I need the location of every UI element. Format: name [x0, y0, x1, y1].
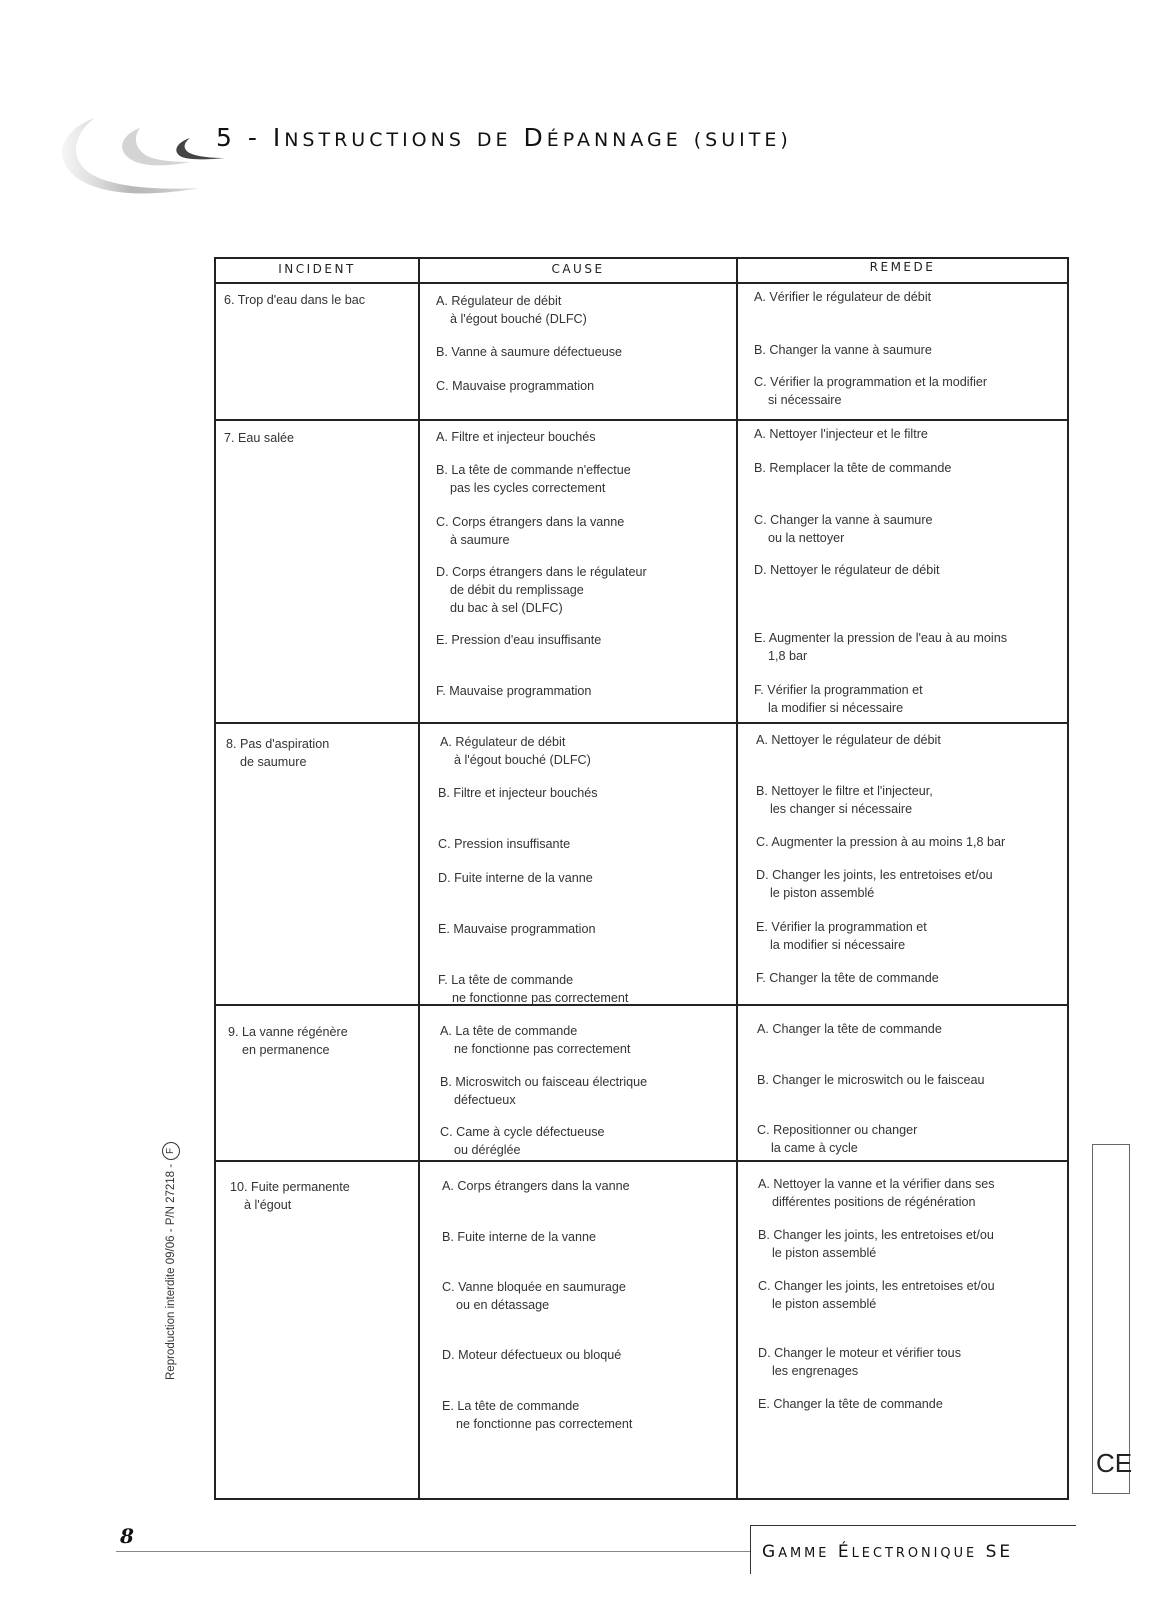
remedy-item: A. Vérifier le régulateur de débit	[754, 290, 932, 304]
cause-item: C. Vanne bloquée en saumurage ou en détassage	[442, 1280, 626, 1312]
remedy-item: A. Nettoyer le régulateur de débit	[756, 733, 941, 747]
cause-item: E. Pression d'eau insuffisante	[436, 633, 602, 647]
cause-item: D. Moteur défectueux ou bloqué	[442, 1348, 622, 1362]
cause-item: B. Filtre et injecteur bouchés	[438, 786, 598, 800]
remedy-item: A. Nettoyer la vanne et la vérifier dans ses différentes positions de régénération	[758, 1177, 995, 1209]
brand-word-3: SE	[985, 1542, 1014, 1562]
troubleshooting-table	[214, 257, 1069, 1500]
column-divider-1	[418, 257, 420, 1500]
title-word-3: DÉPANNAGE	[523, 123, 682, 152]
remedy-item: E. Vérifier la programmation et la modifier si nécessaire	[756, 920, 927, 952]
table-border-bottom	[214, 1498, 1069, 1500]
row-divider	[214, 722, 1069, 724]
cause-item: F. La tête de commande ne fonctionne pas correctement	[438, 973, 629, 1005]
table-border-top	[214, 257, 1069, 259]
incident-label: 7. Eau salée	[224, 431, 295, 445]
cause-item: E. La tête de commande ne fonctionne pas correctement	[442, 1399, 633, 1431]
language-badge: F	[162, 1142, 180, 1160]
brand-swoosh-logo	[40, 100, 230, 210]
remedy-item: F. Changer la tête de commande	[756, 971, 939, 985]
cause-item: C. Pression insuffisante	[438, 837, 571, 851]
cause-item: E. Mauvaise programmation	[438, 922, 596, 936]
header-divider	[214, 282, 1069, 284]
cause-item: F. Mauvaise programmation	[436, 684, 592, 698]
remedy-item: E. Changer la tête de commande	[758, 1397, 943, 1411]
brand-word-2: ÉLECTRONIQUE	[837, 1542, 978, 1562]
remedy-item: D. Changer les joints, les entretoises et/ou le piston assemblé	[756, 868, 993, 900]
remedy-item: A. Nettoyer l'injecteur et le filtre	[754, 427, 928, 441]
remedy-item: E. Augmenter la pression de l'eau à au moins 1,8 bar	[754, 631, 1008, 663]
title-word-1: INSTRUCTIONS	[272, 123, 465, 152]
reproduction-tag-box	[1092, 1144, 1133, 1494]
remedy-item: A. Changer la tête de commande	[757, 1022, 942, 1036]
cause-item: A. Corps étrangers dans la vanne	[442, 1179, 630, 1193]
cause-item: A. Régulateur de débit à l'égout bouché (DLFC)	[436, 294, 587, 326]
cause-item: A. Régulateur de débit à l'égout bouché (DLFC)	[440, 735, 591, 767]
title-word-4: (SUITE)	[693, 129, 792, 151]
column-header-remedy: REMEDE	[869, 260, 936, 274]
brand-word-1: GAMME	[762, 1542, 830, 1562]
remedy-item: C. Augmenter la pression à au moins 1,8 bar	[756, 835, 1006, 849]
remedy-item: D. Changer le moteur et vérifier tous les engrenages	[758, 1346, 961, 1378]
remedy-item: B. Remplacer la tête de commande	[754, 461, 952, 475]
remedy-item: F. Vérifier la programmation et la modifier si nécessaire	[754, 683, 923, 715]
cause-item: B. Vanne à saumure défectueuse	[436, 345, 622, 359]
row-divider	[214, 1004, 1069, 1006]
footer-rule	[116, 1551, 750, 1552]
incident-label: 8. Pas d'aspiration de saumure	[226, 737, 330, 769]
title-word-2: DE	[476, 129, 512, 151]
footer-brand	[762, 1542, 1013, 1562]
cause-item: B. Microswitch ou faisceau électrique défectueux	[440, 1075, 648, 1107]
remedy-item: B. Changer le microswitch ou le faisceau	[757, 1073, 985, 1087]
cause-item: D. Fuite interne de la vanne	[438, 871, 593, 885]
cause-item: C. Corps étrangers dans la vanne à saumure	[436, 515, 625, 547]
remedy-item: C. Changer la vanne à saumure ou la nettoyer	[754, 513, 933, 545]
remedy-item: C. Repositionner ou changer la came à cycle	[757, 1123, 918, 1155]
remedy-item: B. Nettoyer le filtre et l'injecteur, les changer si nécessaire	[756, 784, 933, 816]
cause-item: C. Came à cycle défectueuse ou déréglée	[440, 1125, 605, 1157]
column-divider-2	[736, 257, 738, 1500]
cause-item: B. La tête de commande n'effectue pas les cycles correctement	[436, 463, 631, 495]
cause-item: D. Corps étrangers dans le régulateur de débit du remplissage du bac à sel (DLFC)	[436, 565, 647, 615]
cause-item: A. Filtre et injecteur bouchés	[436, 430, 596, 444]
remedy-item: C. Changer les joints, les entretoises et/ou le piston assemblé	[758, 1279, 995, 1311]
table-border-left	[214, 257, 216, 1500]
page-number: 8	[120, 1524, 134, 1548]
column-header-incident: INCIDENT	[278, 262, 356, 276]
row-divider	[214, 1160, 1069, 1162]
remedy-item: C. Vérifier la programmation et la modifier si nécessaire	[754, 375, 988, 407]
incident-label: 10. Fuite permanente à l'égout	[230, 1180, 350, 1212]
remedy-item: B. Changer les joints, les entretoises et/ou le piston assemblé	[758, 1228, 994, 1260]
page-title: 5 - INSTRUCTIONS DE DÉPANNAGE (SUITE)	[216, 123, 792, 152]
cause-item: A. La tête de commande ne fonctionne pas correctement	[440, 1024, 631, 1056]
row-divider	[214, 419, 1069, 421]
reproduction-notice: Reproduction interdite 09/06 - P/N 27218 - F	[161, 1080, 181, 1380]
cause-item: C. Mauvaise programmation	[436, 379, 595, 393]
incident-label: 9. La vanne régénère en permanence	[228, 1025, 348, 1057]
table-border-right	[1067, 257, 1069, 1500]
ce-mark: CE	[1096, 1448, 1133, 1478]
cause-item: B. Fuite interne de la vanne	[442, 1230, 597, 1244]
incident-label: 6. Trop d'eau dans le bac	[224, 293, 366, 307]
remedy-item: B. Changer la vanne à saumure	[754, 343, 932, 357]
remedy-item: D. Nettoyer le régulateur de débit	[754, 563, 940, 577]
column-header-cause: CAUSE	[551, 262, 605, 276]
